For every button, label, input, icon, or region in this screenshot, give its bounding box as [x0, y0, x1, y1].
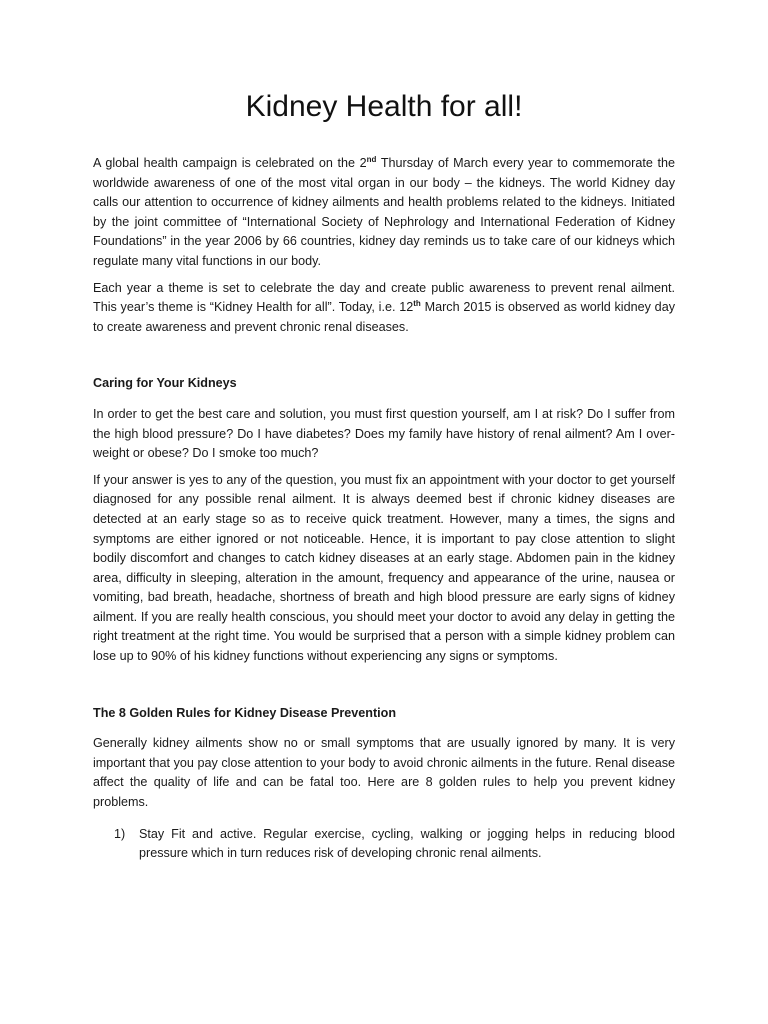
intro-p1-superscript: nd — [366, 154, 377, 164]
golden-rules-list — [93, 825, 675, 864]
golden-rules-paragraph-1: Generally kidney ailments show no or small symptoms that are usually ignored by many. It is very important that you pay close attention to your body to avoid chronic ailments in the future. Renal disease affect the quality of life and can be fatal too. Here are 8 golden rules to help you prevent kidney problems. — [93, 736, 675, 810]
document-title: Kidney Health for all! — [245, 90, 523, 123]
intro-paragraph-1 — [93, 154, 675, 272]
intro-p2-superscript: th — [413, 298, 421, 308]
section-heading-caring: Caring for Your Kidneys — [93, 376, 237, 391]
intro-p2-text-a: Each year a theme is set to celebrate the day and create public awareness to prevent renal ailment. This year’s theme is “Kidney Health for all”. Today, i.e. 12 — [93, 280, 675, 315]
intro-p1-text-a: A global health campaign is celebrated on the 2 — [93, 156, 367, 170]
intro-p1-text-b: Thursday of March every year to commemorate the worldwide awareness of one of the most vital organ in our body – the kidneys. The world Kidney day calls our attention to occurrence of kidney ailments and health problems related to the kidneys. Initiated by the joint committee of “International Society of Nephrology and International Federation of Kidney Foundations” in the year 2006 by 66 countries, kidney day reminds us to take care of our kidneys which regulate many vital functions in our body. — [93, 156, 676, 268]
section-heading-golden-rules: The 8 Golden Rules for Kidney Disease Prevention — [93, 705, 397, 720]
list-item-text: Stay Fit and active. Regular exercise, cycling, walking or jogging helps in reducing blood pressure which in turn reduces risk of developing chronic renal ailments. — [139, 826, 675, 861]
list-item-marker: 1) — [114, 826, 126, 841]
document-page — [93, 86, 675, 864]
caring-paragraph-1: In order to get the best care and solution, you must first question yourself, am I at risk? Do I suffer from the high blood pressure? Do I have diabetes? Does my family have history of renal ailment? Am I over-weight or obese? Do I smoke too much? — [93, 406, 675, 461]
list-item — [93, 825, 675, 864]
intro-paragraph-2 — [93, 279, 675, 338]
caring-paragraph-2: If your answer is yes to any of the question, you must fix an appointment with your doctor to get yourself diagnosed for any possible renal ailment. It is always deemed best if chronic kidney diseases are detected at an early stage so as to receive quick treatment. However, many a times, the signs and symptoms are either ignored or not noticeable. Hence, it is important to pay close attention to slight bodily discomfort and changes to catch kidney diseases at an early stage. Abdomen pain in the kidney area, difficulty in sleeping, alteration in the amount, frequency and appearance of the urine, nausea or vomiting, bad breath, headache, shortness of breath and high blood pressure are early signs of kidney ailment. If you are really health conscious, you should meet your doctor to avoid any delay in getting the right treatment at the right time. You would be surprised that a person with a simple kidney problem can lose up to 90% of his kidney functions without experiencing any signs or symptoms. — [93, 472, 675, 664]
intro-p2-text-b: March 2015 is observed as world kidney day to create awareness and prevent chronic renal diseases. — [93, 300, 675, 334]
